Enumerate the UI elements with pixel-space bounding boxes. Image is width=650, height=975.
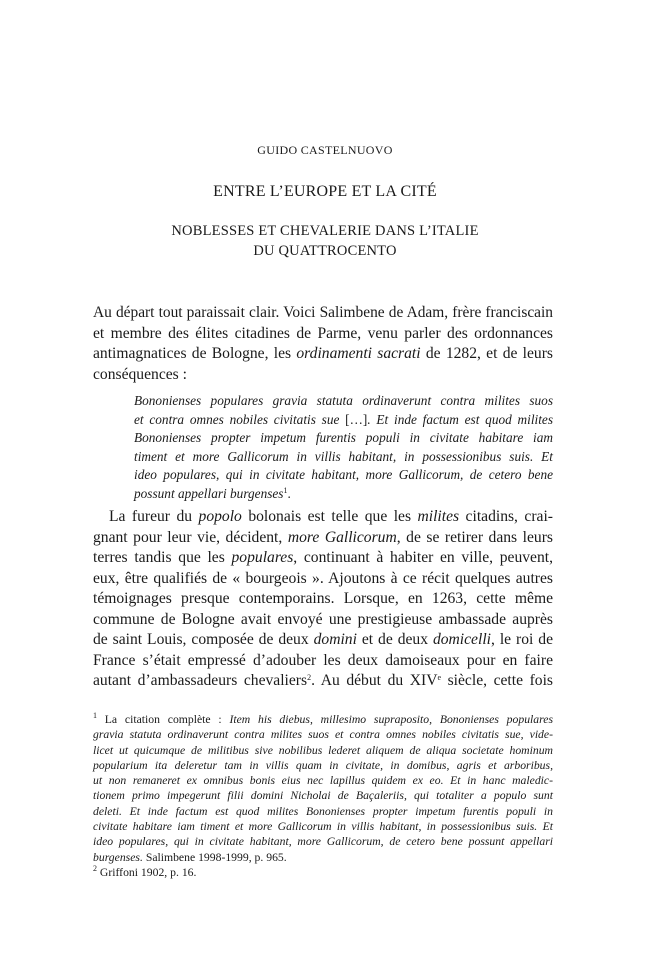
text-line: gnant pour leur vie, décident, more Gallicorum, de se retirer dans leurs [93, 528, 553, 546]
footnote-number: 2 [93, 863, 97, 873]
text-line: autant d’ambassadeurs chevaliers$^2$. Au début du XIVe siècle, cette fois [93, 672, 553, 689]
footnote-ref[interactable]: 2 [307, 673, 312, 682]
text-line: antimagnatices de Bologne, les ordinamenti sacrati de 1282, et de leurs [93, 345, 553, 362]
text-line: conséquences : [93, 365, 187, 383]
quote-line: possunt appellari burgenses$^1$. [134, 485, 291, 501]
text-line: commune de Bologne avait envoyé une prestigieuse ambassade auprès [93, 610, 553, 628]
text-line: Au départ tout paraissait clair. Voici Salimbene de Adam, frère franciscain [93, 304, 553, 321]
footnote-line: ideo populares, qui in civitate habitant, more Gallicorum, de cetero bene possunt appellari [93, 835, 553, 849]
italic-term: ordinamenti sacrati [296, 345, 421, 362]
chapter-subtitle [0, 221, 650, 261]
century-superscript: e [437, 673, 442, 682]
footnote-ref[interactable]: 1 [283, 485, 288, 495]
footnote-number: 1 [93, 711, 97, 720]
block-quote [134, 392, 553, 504]
footnote-line: deleti. Et inde factum est quod milites Bononienses propter impetum furentis populi in [93, 804, 553, 818]
paragraph-intro [93, 303, 553, 385]
text-line: La fureur du popolo bolonais est telle que les milites citadins, crai- [109, 508, 553, 525]
author-name: GUIDO CASTELNUOVO [257, 143, 393, 157]
text-line: témoignages presque contemporains. Lorsque, en 1263, cette même [93, 590, 553, 607]
text-line: et membre des élites citadines de Parme, venu parler des ordonnances [93, 324, 553, 342]
subtitle-line: NOBLESSES ET CHEVALERIE DANS L’ITALIE [171, 223, 479, 239]
text-line: de saint Louis, composée de deux domini et de deux domicelli, le roi de [93, 631, 553, 648]
footnote-line: ut non remaneret ex omnibus bonis eius nec lapillus quidem ex eo. Et in hanc maledic- [93, 774, 553, 788]
footnote-line: gravia statuta ordinaverunt contra milites suos et contra omnes nobiles civitatis sue, vide- [93, 728, 553, 742]
footnote-2: $^2$ Griffoni 1902, p. 16. [93, 863, 197, 879]
quote-line: Bononienses populares gravia statuta ordinaverunt contra milites suos [134, 393, 553, 408]
footnote-line: tionem primo impegerunt filii domini Nicholai de Baçaleriis, qui totaliter a populo sunt [93, 789, 553, 803]
text-line: terres tandis que les populares, continuant à habiter en ville, peuvent, [93, 549, 553, 566]
subtitle-line: DU QUATTROCENTO [253, 243, 397, 259]
paragraph-main [93, 507, 553, 692]
footnote-line: licet ut quicumque de militibus sive nobilibus lederet aliquem de aliqua societate hominum [93, 743, 553, 757]
chapter-title: ENTRE L’EUROPE ET LA CITÉ [213, 183, 437, 200]
text-line: France s’était empressé d’adouber les deux damoiseaux pour en faire [93, 651, 553, 669]
text-line: eux, être qualifiés de « bourgeois ». Ajoutons à ce récit quelques autres [93, 569, 553, 587]
footnote-line: civitate habitare iam timent et more Gallicorum in villis habitant, in possessionibus suis. Et [93, 820, 553, 834]
quote-line: timent et more Gallicorum in villis habitant, in possessionibus suis. Et [134, 448, 553, 464]
quote-line: et contra omnes nobiles civitatis sue […]. Et inde factum est quod milites [134, 411, 553, 427]
quote-line: Bononienses propter impetum furentis populi in civitate habitare iam [134, 430, 553, 446]
quote-line: ideo populares, qui in civitate habitant, more Gallicorum, de cetero bene [134, 467, 553, 483]
footnote-line: popularium ita deleretur tam in villis quam in civitate, in domibus, agris et arboribus, [93, 758, 553, 772]
footnote-line: burgenses. Salimbene 1998-1999, p. 965. [93, 850, 287, 864]
footnotes [93, 712, 553, 880]
footnote-1: $^1$ La citation complète : Item his diebus, millesimo supraposito, Bononienses populares [93, 711, 554, 726]
